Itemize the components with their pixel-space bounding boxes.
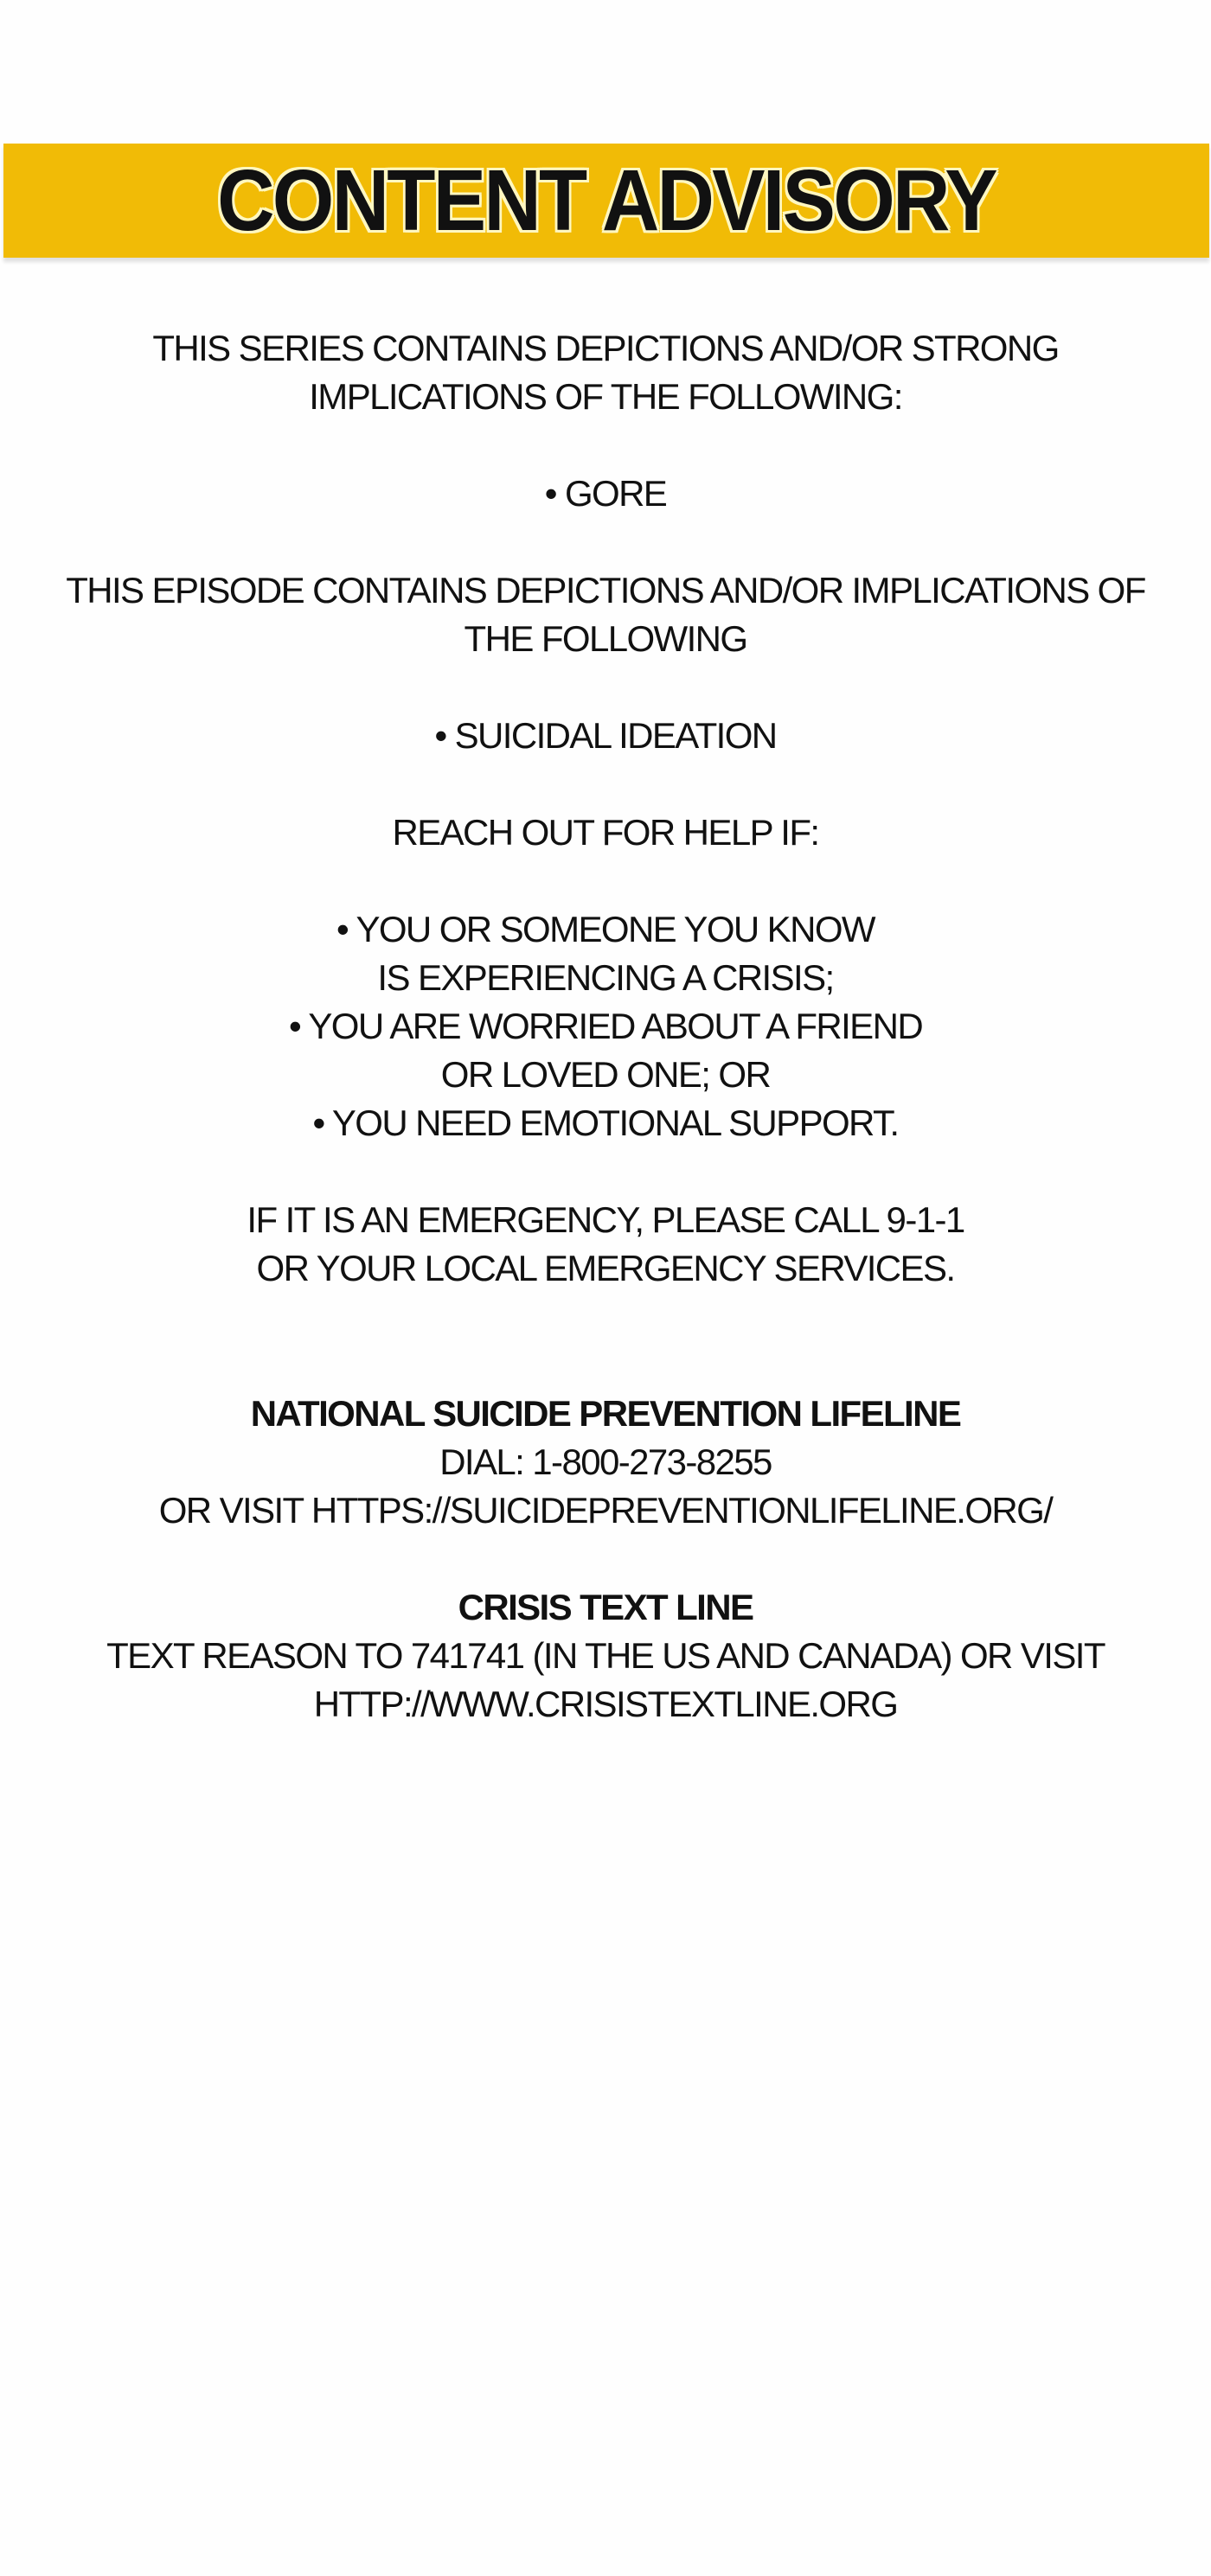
help-section bbox=[0, 809, 1211, 1147]
lifeline-section bbox=[0, 1390, 1211, 1535]
episode-notice bbox=[0, 566, 1211, 760]
banner-title: CONTENT ADVISORY bbox=[217, 151, 996, 249]
emergency-line: IF IT IS AN EMERGENCY, PLEASE CALL 9-1-1 bbox=[247, 1199, 964, 1240]
lifeline-title: NATIONAL SUICIDE PREVENTION LIFELINE bbox=[250, 1393, 961, 1434]
advisory-content bbox=[0, 324, 1211, 1729]
episode-notice-line: THIS EPISODE CONTAINS DEPICTIONS AND/OR IMPLICATIONS OF bbox=[66, 570, 1145, 610]
episode-notice-line: THE FOLLOWING bbox=[464, 618, 747, 659]
emergency-line: OR YOUR LOCAL EMERGENCY SERVICES. bbox=[256, 1248, 955, 1288]
crisis-text-title: CRISIS TEXT LINE bbox=[458, 1587, 753, 1627]
crisis-text-section bbox=[0, 1583, 1211, 1729]
series-notice bbox=[0, 324, 1211, 518]
help-line: OR LOVED ONE; OR bbox=[440, 1054, 771, 1095]
help-line: IS EXPERIENCING A CRISIS; bbox=[377, 957, 834, 998]
series-notice-line: THIS SERIES CONTAINS DEPICTIONS AND/OR STRONG bbox=[152, 328, 1059, 368]
help-line: • YOU NEED EMOTIONAL SUPPORT. bbox=[312, 1103, 899, 1143]
lifeline-phone[interactable]: DIAL: 1-800-273-8255 bbox=[439, 1441, 772, 1482]
help-line: • YOU OR SOMEONE YOU KNOW bbox=[336, 909, 875, 949]
series-notice-line: IMPLICATIONS OF THE FOLLOWING: bbox=[309, 376, 902, 417]
series-warning-item: • GORE bbox=[544, 473, 667, 514]
episode-warning-item: • SUICIDAL IDEATION bbox=[434, 715, 777, 756]
lifeline-url[interactable]: OR VISIT HTTPS://SUICIDEPREVENTIONLIFELINE.ORG/ bbox=[158, 1490, 1053, 1531]
crisis-text-url[interactable]: HTTP://WWW.CRISISTEXTLINE.ORG bbox=[313, 1684, 898, 1724]
help-heading: REACH OUT FOR HELP IF: bbox=[392, 812, 819, 853]
crisis-text-instructions: TEXT REASON TO 741741 (IN THE US AND CANADA) OR VISIT bbox=[106, 1635, 1105, 1676]
content-advisory-banner bbox=[3, 144, 1209, 258]
emergency-notice bbox=[0, 1196, 1211, 1293]
help-line: • YOU ARE WORRIED ABOUT A FRIEND bbox=[288, 1006, 923, 1046]
